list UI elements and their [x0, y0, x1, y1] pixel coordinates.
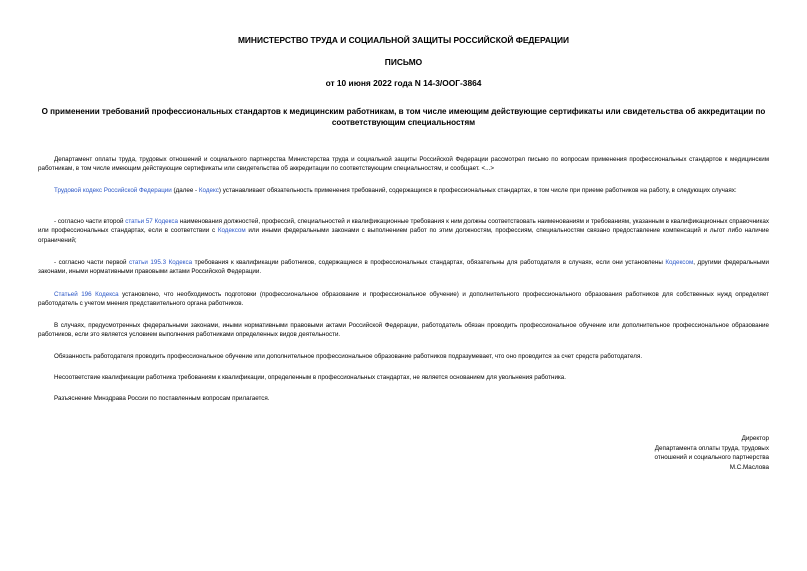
signer-name: М.С.Маслова [729, 463, 769, 471]
paragraph-text: - согласно части второй [54, 218, 126, 225]
article-195-3-link[interactable]: статьи 195.3 Кодекса [129, 259, 193, 266]
signer-dept-line2: отношений и социального партнерства [654, 454, 769, 461]
article-196-link[interactable]: Статьей 196 Кодекса [54, 291, 119, 298]
labor-code-link[interactable]: Трудовой кодекс Российской Федерации [54, 187, 172, 194]
code-link[interactable]: Кодексом [217, 227, 246, 235]
paragraph-text: ) устанавливает обязательность применения требований, содержащихся в профессиональных стандартах, в том числе при приеме работников на работу, в следующих случаях: [218, 187, 737, 194]
date-number-heading: от 10 июня 2022 года N 14-3/ООГ-3864 [325, 78, 482, 88]
paragraph-intro: Департамент оплаты труда, трудовых отношений и социального партнерства Министерства труда и социальной защиты Российской Федерации рассмотрел письмо по вопросам применения профессиональных стандартов к медицинским работникам, в том числе имеющим действующие сертификаты или свидетельства об аккредитации по соответствующим специальностям, и сообщает. <...> [38, 156, 769, 173]
paragraph-text: требования к квалификации работников, содержащиеся в профессиональных стандартах, обязательны для работодателя в случаях, если они установлены [192, 259, 666, 266]
paragraph-text: установлено, что необходимость подготовки (профессиональное образование и профессиональное обучение) и дополнительного профессионального образования работников для собственных нужд определяет работодатель с учетом мнения представительного органа работников. [38, 291, 770, 308]
paragraph-article-196 [38, 290, 769, 309]
paragraph-text: , другими федеральными законами, иными нормативными правовыми актами Российской Федерации. [38, 259, 770, 276]
paragraph-employer-cost: Обязанность работодателя проводить профессиональное обучение или дополнительное профессиональное образование работников подразумевает, что оно проводится за счет средств работодателя. [54, 353, 643, 360]
paragraph-no-dismissal: Несоответствие квалификации работника требованиям к квалификации, определенным в профессиональных стандартах, не является основанием для увольнения работника. [54, 374, 567, 381]
paragraph-text: - согласно части первой [54, 259, 129, 266]
signer-dept-line1: Департамента оплаты труда, трудовых [654, 444, 769, 452]
paragraph-text: (далее - [171, 187, 199, 194]
paragraph-labor-code [38, 186, 769, 195]
paragraph-attachment: Разъяснение Минздрава России по поставленным вопросам прилагается. [54, 395, 270, 402]
subject-heading: О применении требований профессиональных стандартов к медицинским работникам, в том числе имеющим действующие сертификаты или свидетельства об аккредитации по соответствующим специальностям [41, 107, 766, 127]
paragraph-text: наименования должностей, профессий, специальностей и квалификационные требования к ним должны соответствовать наименованиям и требованиям, указанным в квалификационных справочниках или профессиональных стандартах, если в соответствии с [38, 218, 769, 235]
paragraph-article-195-3 [38, 258, 769, 277]
code-link[interactable]: Кодексом [665, 259, 694, 266]
paragraph-mandatory-training: В случаях, предусмотренных федеральными законами, иными нормативными правовыми актами Российской Федерации, работодатель обязан проводить профессиональное обучение или дополнительное профессиональное образование работников, если это является условием выполнения работниками определенных видов деятельности. [38, 322, 769, 339]
code-link[interactable]: Кодекс [198, 187, 219, 194]
doc-type-heading: ПИСЬМО [384, 57, 423, 67]
article-57-link[interactable]: статьи 57 Кодекса [125, 218, 179, 225]
signature-block [589, 434, 769, 472]
paragraph-text: или иными федеральными законами с выполнением работ по этим должностям, профессиям, специальностям связано предоставление компенсаций и льгот либо наличие ограничений; [38, 227, 769, 244]
paragraph-article-57 [38, 217, 769, 245]
ministry-heading: МИНИСТЕРСТВО ТРУДА И СОЦИАЛЬНОЙ ЗАЩИТЫ РОССИЙСКОЙ ФЕДЕРАЦИИ [237, 35, 570, 45]
signer-title: Директор [741, 435, 769, 442]
